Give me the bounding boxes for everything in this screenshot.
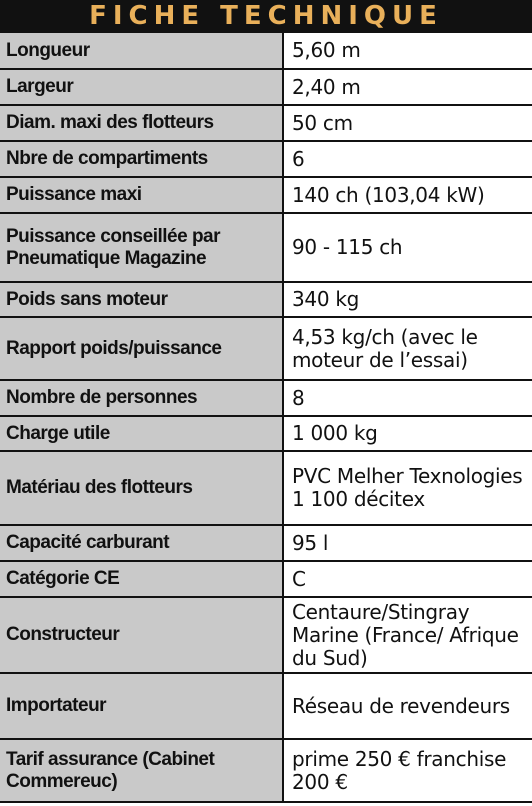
row-label-charge-utile: Charge utile (0, 416, 283, 451)
row-label-categorie-ce: Catégorie CE (0, 561, 283, 597)
row-value-diametre-flotteurs: 50 cm (283, 105, 532, 141)
table-row (0, 69, 532, 105)
table-row (0, 525, 532, 561)
row-value-longueur: 5,60 m (283, 33, 532, 69)
row-label-diametre-flotteurs: Diam. maxi des flotteurs (0, 105, 283, 141)
row-label-tarif-assurance: Tarif assurance (Cabinet Commereuc) (0, 739, 283, 802)
row-label-puissance-conseillee: Puissance conseillée par Pneumatique Magazine (0, 213, 283, 282)
table-row (0, 561, 532, 597)
row-label-materiau-flotteurs: Matériau des flotteurs (0, 451, 283, 525)
row-label-importateur: Importateur (0, 673, 283, 739)
row-value-materiau-flotteurs: PVC Melher Texnologies 1 100 décitex (283, 451, 532, 525)
row-value-capacite-carburant: 95 l (283, 525, 532, 561)
table-row (0, 177, 532, 213)
row-label-rapport-poids-puissance: Rapport poids/puissance (0, 317, 283, 380)
row-label-capacite-carburant: Capacité carburant (0, 525, 283, 561)
row-value-importateur: Réseau de revendeurs (283, 673, 532, 739)
row-label-poids-sans-moteur: Poids sans moteur (0, 282, 283, 317)
table-row (0, 380, 532, 416)
sheet-title: FICHE TECHNIQUE (0, 0, 532, 33)
row-value-compartiments: 6 (283, 141, 532, 177)
table-row (0, 213, 532, 282)
table-row (0, 317, 532, 380)
table-row (0, 451, 532, 525)
table-row (0, 141, 532, 177)
row-value-constructeur: Centaure/Stingray Marine (France/ Afrique du Sud) (283, 597, 532, 673)
row-label-compartiments: Nbre de compartiments (0, 141, 283, 177)
row-label-puissance-maxi: Puissance maxi (0, 177, 283, 213)
row-label-longueur: Longueur (0, 33, 283, 69)
row-value-puissance-conseillee: 90 - 115 ch (283, 213, 532, 282)
row-label-largeur: Largeur (0, 69, 283, 105)
row-value-puissance-maxi: 140 ch (103,04 kW) (283, 177, 532, 213)
table-row (0, 416, 532, 451)
table-row (0, 597, 532, 673)
row-value-charge-utile: 1 000 kg (283, 416, 532, 451)
table-row (0, 673, 532, 739)
row-value-categorie-ce: C (283, 561, 532, 597)
row-value-tarif-assurance: prime 250 € franchise 200 € (283, 739, 532, 802)
row-value-poids-sans-moteur: 340 kg (283, 282, 532, 317)
table-row (0, 105, 532, 141)
row-label-constructeur: Constructeur (0, 597, 283, 673)
table-row (0, 739, 532, 802)
table-row (0, 282, 532, 317)
spec-table (0, 33, 532, 803)
row-value-rapport-poids-puissance: 4,53 kg/ch (avec le moteur de l’essai) (283, 317, 532, 380)
table-row (0, 33, 532, 69)
row-value-nombre-personnes: 8 (283, 380, 532, 416)
row-value-largeur: 2,40 m (283, 69, 532, 105)
row-label-nombre-personnes: Nombre de personnes (0, 380, 283, 416)
